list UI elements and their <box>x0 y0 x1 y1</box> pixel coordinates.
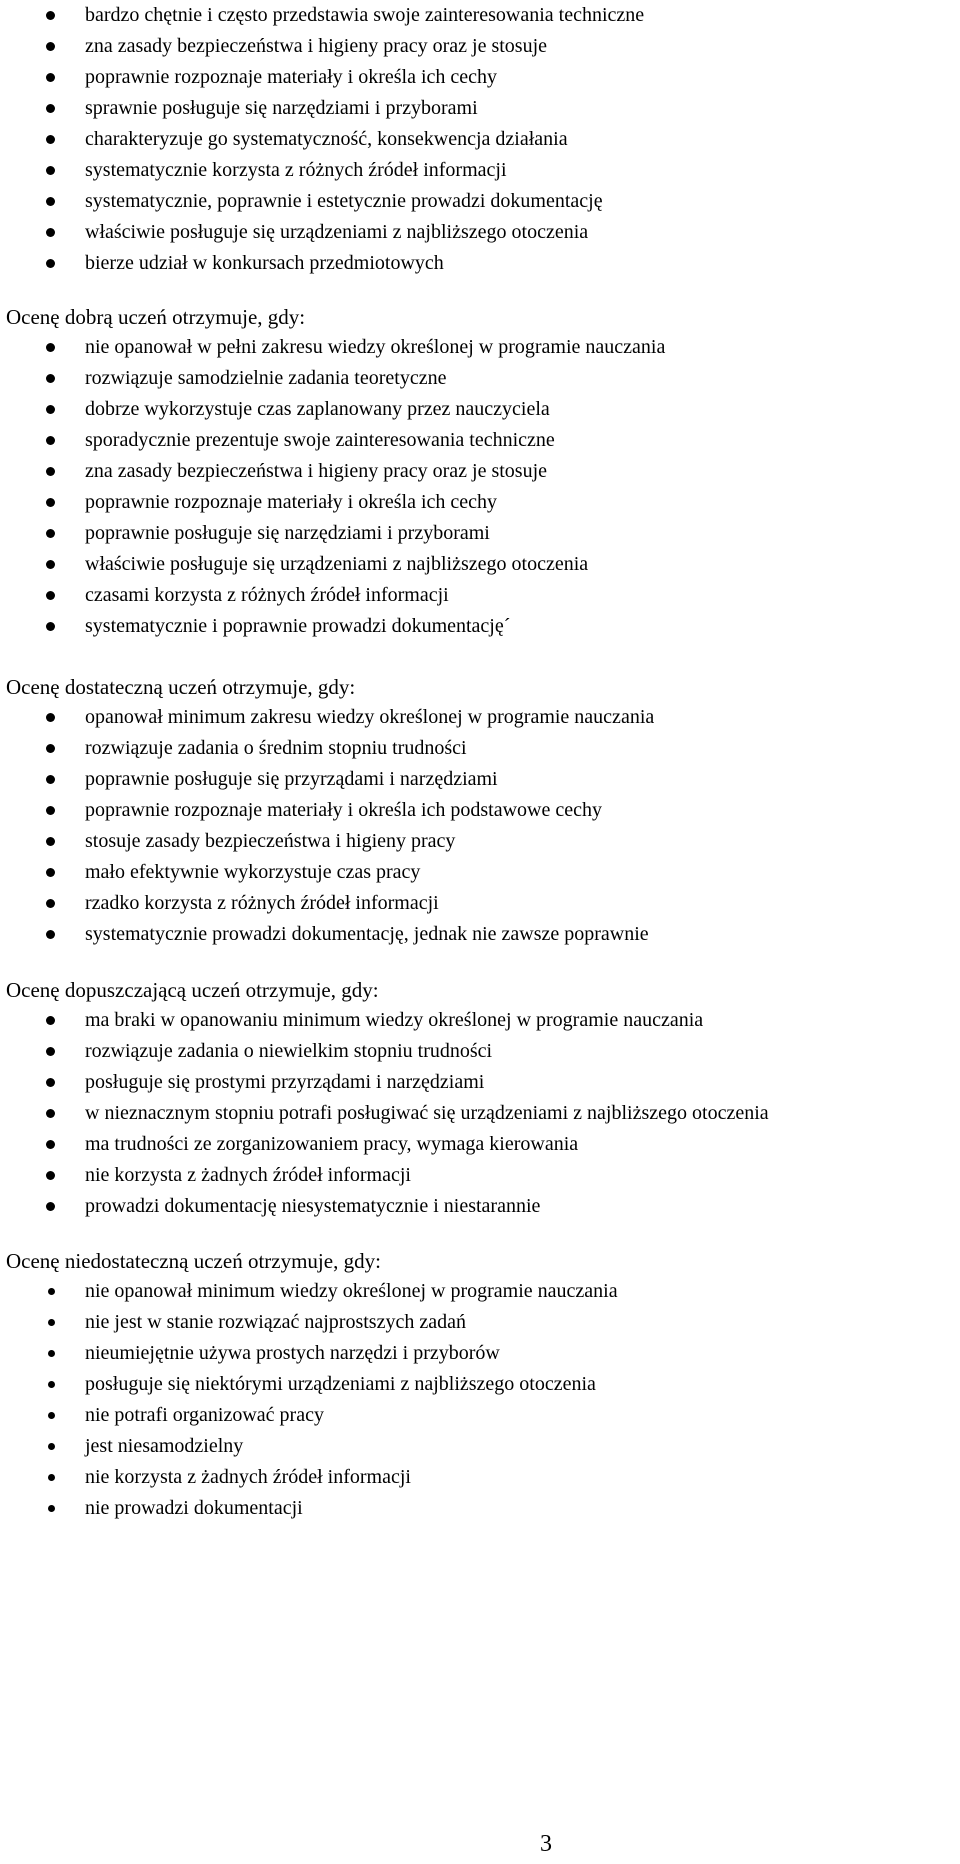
bullet-icon <box>48 1443 55 1450</box>
bullet-icon <box>46 1140 55 1149</box>
bullet-icon <box>46 529 55 538</box>
list-item-text: poprawnie rozpoznaje materiały i określa ich podstawowe cechy <box>85 799 603 821</box>
bullet-icon <box>46 405 55 414</box>
bullet-icon <box>46 837 55 846</box>
bullet-icon <box>46 42 55 51</box>
list-item <box>0 1276 960 1307</box>
list-item-text: ma braki w opanowaniu minimum wiedzy określonej w programie nauczania <box>85 1009 704 1031</box>
list-item <box>0 857 960 888</box>
list-item <box>0 93 960 124</box>
bullet-icon <box>48 1474 55 1481</box>
bullet-icon <box>48 1288 55 1295</box>
bullet-icon <box>46 775 55 784</box>
list-item-text: poprawnie posługuje się przyrządami i narzędziami <box>85 768 498 790</box>
bullet-icon <box>46 560 55 569</box>
list-item <box>0 487 960 518</box>
bullet-icon <box>46 11 55 20</box>
bullet-icon <box>46 806 55 815</box>
bullet-icon <box>46 166 55 175</box>
list-item <box>0 733 960 764</box>
list-item-text: bierze udział w konkursach przedmiotowych <box>85 252 444 274</box>
bullet-icon <box>46 1171 55 1180</box>
list-item <box>0 425 960 456</box>
heading-ocena-dobra: Ocenę dobrą uczeń otrzymuje, gdy: <box>6 305 306 329</box>
list-item-text: prowadzi dokumentację niesystematycznie i niestarannie <box>85 1195 541 1217</box>
bullet-icon <box>48 1412 55 1419</box>
list-item-text: systematycznie korzysta z różnych źródeł informacji <box>85 159 507 181</box>
bullet-icon <box>46 1109 55 1118</box>
list-item-text: poprawnie rozpoznaje materiały i określa ich cechy <box>85 66 498 88</box>
list-item <box>0 248 960 279</box>
list-item-text: zna zasady bezpieczeństwa i higieny pracy oraz je stosuje <box>85 460 548 482</box>
list-item-text: dobrze wykorzystuje czas zaplanowany przez nauczyciela <box>85 398 550 420</box>
bullet-icon <box>46 713 55 722</box>
bullet-icon <box>46 498 55 507</box>
bullet-icon <box>46 1078 55 1087</box>
list-item-text: poprawnie rozpoznaje materiały i określa ich cechy <box>85 491 498 513</box>
list-item-text: nieumiejętnie używa prostych narzędzi i przyborów <box>85 1342 500 1364</box>
list-item <box>0 888 960 919</box>
list-item-text: zna zasady bezpieczeństwa i higieny pracy oraz je stosuje <box>85 35 548 57</box>
list-item <box>0 1493 960 1524</box>
list-item-text: sporadycznie prezentuje swoje zainteresowania techniczne <box>85 429 555 451</box>
list-item <box>0 1400 960 1431</box>
list-item <box>0 1338 960 1369</box>
list-item <box>0 1036 960 1067</box>
bullet-icon <box>46 467 55 476</box>
list-item-text: jest niesamodzielny <box>85 1435 244 1457</box>
bullet-icon <box>46 374 55 383</box>
list-item <box>0 332 960 363</box>
list-item <box>0 1005 960 1036</box>
list-item-text: nie korzysta z żadnych źródeł informacji <box>85 1164 411 1186</box>
list-item <box>0 31 960 62</box>
page-number: 3 <box>540 1831 552 1857</box>
bullet-icon <box>46 73 55 82</box>
bullet-icon <box>48 1381 55 1388</box>
list-item-text: właściwie posługuje się urządzeniami z najbliższego otoczenia <box>85 553 589 575</box>
list-ocena-dopuszczajaca <box>0 1005 960 1222</box>
list-item-text: rozwiązuje zadania o niewielkim stopniu trudności <box>85 1040 493 1062</box>
heading-ocena-dopuszczajaca: Ocenę dopuszczającą uczeń otrzymuje, gdy: <box>6 978 379 1002</box>
list-item <box>0 1307 960 1338</box>
bullet-icon <box>46 228 55 237</box>
list-item <box>0 394 960 425</box>
list-item <box>0 764 960 795</box>
list-ocena-dobra <box>0 332 960 642</box>
bullet-icon <box>46 1047 55 1056</box>
list-item-text: bardzo chętnie i często przedstawia swoje zainteresowania techniczne <box>85 4 645 26</box>
list-item-text: nie prowadzi dokumentacji <box>85 1497 303 1519</box>
list-item-text: mało efektywnie wykorzystuje czas pracy <box>85 861 421 883</box>
list-item <box>0 0 960 31</box>
bullet-icon <box>46 744 55 753</box>
list-item-text: właściwie posługuje się urządzeniami z najbliższego otoczenia <box>85 221 589 243</box>
bullet-icon <box>46 1016 55 1025</box>
bullet-icon <box>46 197 55 206</box>
list-item <box>0 1160 960 1191</box>
list-item-text: nie korzysta z żadnych źródeł informacji <box>85 1466 411 1488</box>
bullet-icon <box>48 1319 55 1326</box>
list-item-text: posługuje się niektórymi urządzeniami z najbliższego otoczenia <box>85 1373 596 1395</box>
bullet-icon <box>46 343 55 352</box>
list-item-text: systematycznie, poprawnie i estetycznie prowadzi dokumentację <box>85 190 603 212</box>
list-top-criteria <box>0 0 960 279</box>
list-item-text: nie jest w stanie rozwiązać najprostszych zadań <box>85 1311 466 1333</box>
list-item-text: sprawnie posługuje się narzędziami i przyborami <box>85 97 478 119</box>
bullet-icon <box>46 135 55 144</box>
list-item-text: poprawnie posługuje się narzędziami i przyborami <box>85 522 490 544</box>
list-item <box>0 702 960 733</box>
bullet-icon <box>48 1350 55 1357</box>
list-item-text: nie opanował w pełni zakresu wiedzy określonej w programie nauczania <box>85 336 666 358</box>
list-item <box>0 611 960 642</box>
list-item <box>0 1129 960 1160</box>
heading-ocena-niedostateczna: Ocenę niedostateczną uczeń otrzymuje, gdy: <box>6 1249 381 1273</box>
list-item-text: rzadko korzysta z różnych źródeł informacji <box>85 892 439 914</box>
list-item <box>0 1067 960 1098</box>
list-item <box>0 919 960 950</box>
list-item-text: w nieznacznym stopniu potrafi posługiwać się urządzeniami z najbliższego otoczenia <box>85 1102 769 1124</box>
list-item-text: systematycznie i poprawnie prowadzi dokumentację´ <box>85 615 511 637</box>
bullet-icon <box>46 622 55 631</box>
list-item <box>0 518 960 549</box>
list-item <box>0 363 960 394</box>
bullet-icon <box>46 868 55 877</box>
list-item <box>0 1191 960 1222</box>
list-item <box>0 456 960 487</box>
list-item <box>0 1462 960 1493</box>
list-item-text: nie potrafi organizować pracy <box>85 1404 324 1426</box>
list-item <box>0 62 960 93</box>
list-item <box>0 1431 960 1462</box>
list-item <box>0 795 960 826</box>
heading-ocena-dostateczna: Ocenę dostateczną uczeń otrzymuje, gdy: <box>6 675 356 699</box>
bullet-icon <box>46 591 55 600</box>
list-item <box>0 580 960 611</box>
list-item-text: charakteryzuje go systematyczność, konsekwencja działania <box>85 128 568 150</box>
list-item-text: opanował minimum zakresu wiedzy określonej w programie nauczania <box>85 706 655 728</box>
list-item-text: stosuje zasady bezpieczeństwa i higieny pracy <box>85 830 456 852</box>
list-ocena-dostateczna <box>0 702 960 950</box>
bullet-icon <box>46 436 55 445</box>
list-item <box>0 217 960 248</box>
list-item-text: posługuje się prostymi przyrządami i narzędziami <box>85 1071 485 1093</box>
list-item-text: systematycznie prowadzi dokumentację, jednak nie zawsze poprawnie <box>85 923 649 945</box>
list-item-text: rozwiązuje samodzielnie zadania teoretyczne <box>85 367 447 389</box>
list-item-text: czasami korzysta z różnych źródeł informacji <box>85 584 449 606</box>
list-item <box>0 186 960 217</box>
list-ocena-niedostateczna <box>0 1276 960 1524</box>
list-item <box>0 124 960 155</box>
list-item-text: nie opanował minimum wiedzy określonej w programie nauczania <box>85 1280 618 1302</box>
bullet-icon <box>48 1505 55 1512</box>
list-item-text: rozwiązuje zadania o średnim stopniu trudności <box>85 737 467 759</box>
bullet-icon <box>46 899 55 908</box>
list-item <box>0 155 960 186</box>
list-item-text: ma trudności ze zorganizowaniem pracy, wymaga kierowania <box>85 1133 579 1155</box>
bullet-icon <box>46 1202 55 1211</box>
list-item <box>0 1369 960 1400</box>
list-item <box>0 826 960 857</box>
list-item <box>0 1098 960 1129</box>
list-item <box>0 549 960 580</box>
bullet-icon <box>46 104 55 113</box>
bullet-icon <box>46 259 55 268</box>
bullet-icon <box>46 930 55 939</box>
